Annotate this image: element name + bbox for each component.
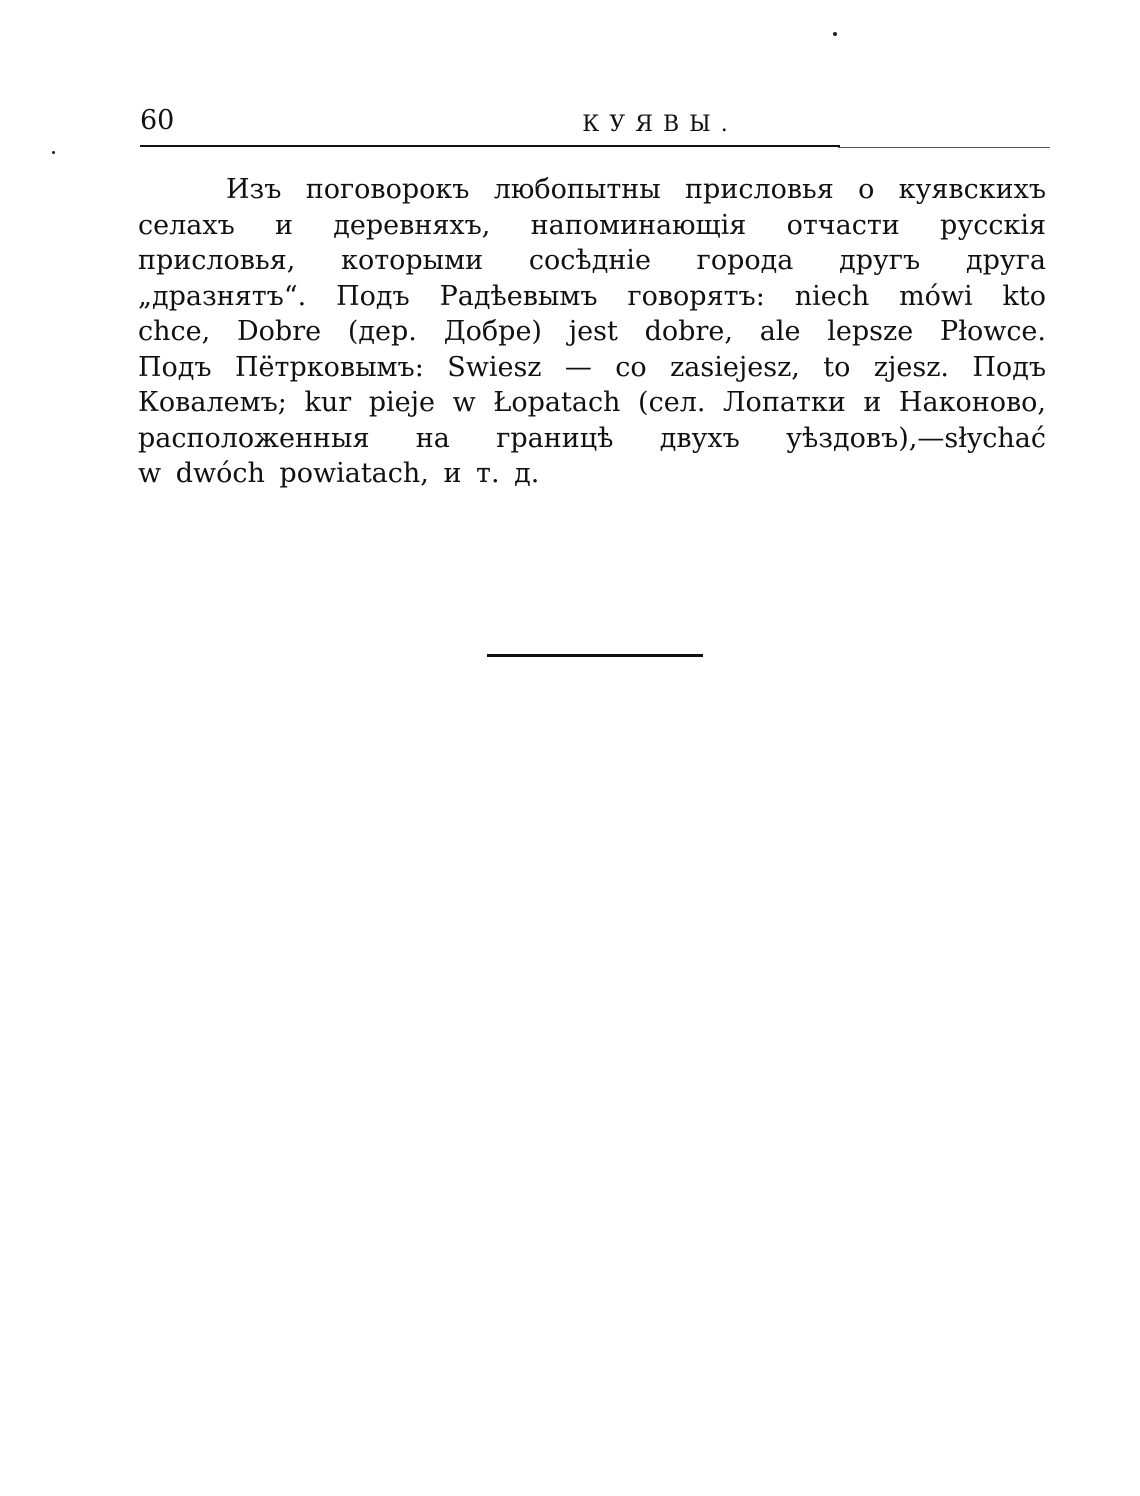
paragraph-line: Изъ поговорокъ любопытны присловья о куявскихъ: [226, 174, 1046, 205]
paragraph-line: w dwóch powiatach, и т. д.: [138, 458, 540, 489]
paragraph-line: chce, Dobre (дер. Добре) jest dobre, ale lepsze Płowce.: [138, 316, 1046, 347]
paragraph-line: Подъ Пётрковымъ: Swiesz — co zasiejesz, to zjesz. Подъ: [138, 351, 1046, 383]
paragraph-line: присловья, которыми сосѣдніе города другъ друга: [138, 245, 1046, 276]
page-number: 60: [140, 105, 175, 136]
header-rule: [140, 145, 840, 147]
ink-speck: [52, 151, 55, 154]
paragraph-line: „дразнятъ“. Подъ Радѣевымъ говорятъ: niech mówi kto: [138, 280, 1046, 312]
paragraph-line: Ковалемъ; kur pieje w Łopatach (сел. Лопатки и Наконово,: [138, 387, 1046, 418]
page-header: [140, 104, 1050, 144]
header-rule-extension: [838, 147, 1050, 148]
body-paragraph: [138, 172, 1046, 492]
section-end-rule: [487, 654, 703, 657]
paragraph-line: селахъ и деревняхъ, напоминающія отчасти русскія: [138, 209, 1046, 241]
paragraph-line: расположенныя на границѣ двухъ уѣздовъ),—słychać: [138, 422, 1046, 454]
running-head: КУЯВЫ.: [582, 112, 738, 137]
ink-speck: [833, 32, 837, 36]
